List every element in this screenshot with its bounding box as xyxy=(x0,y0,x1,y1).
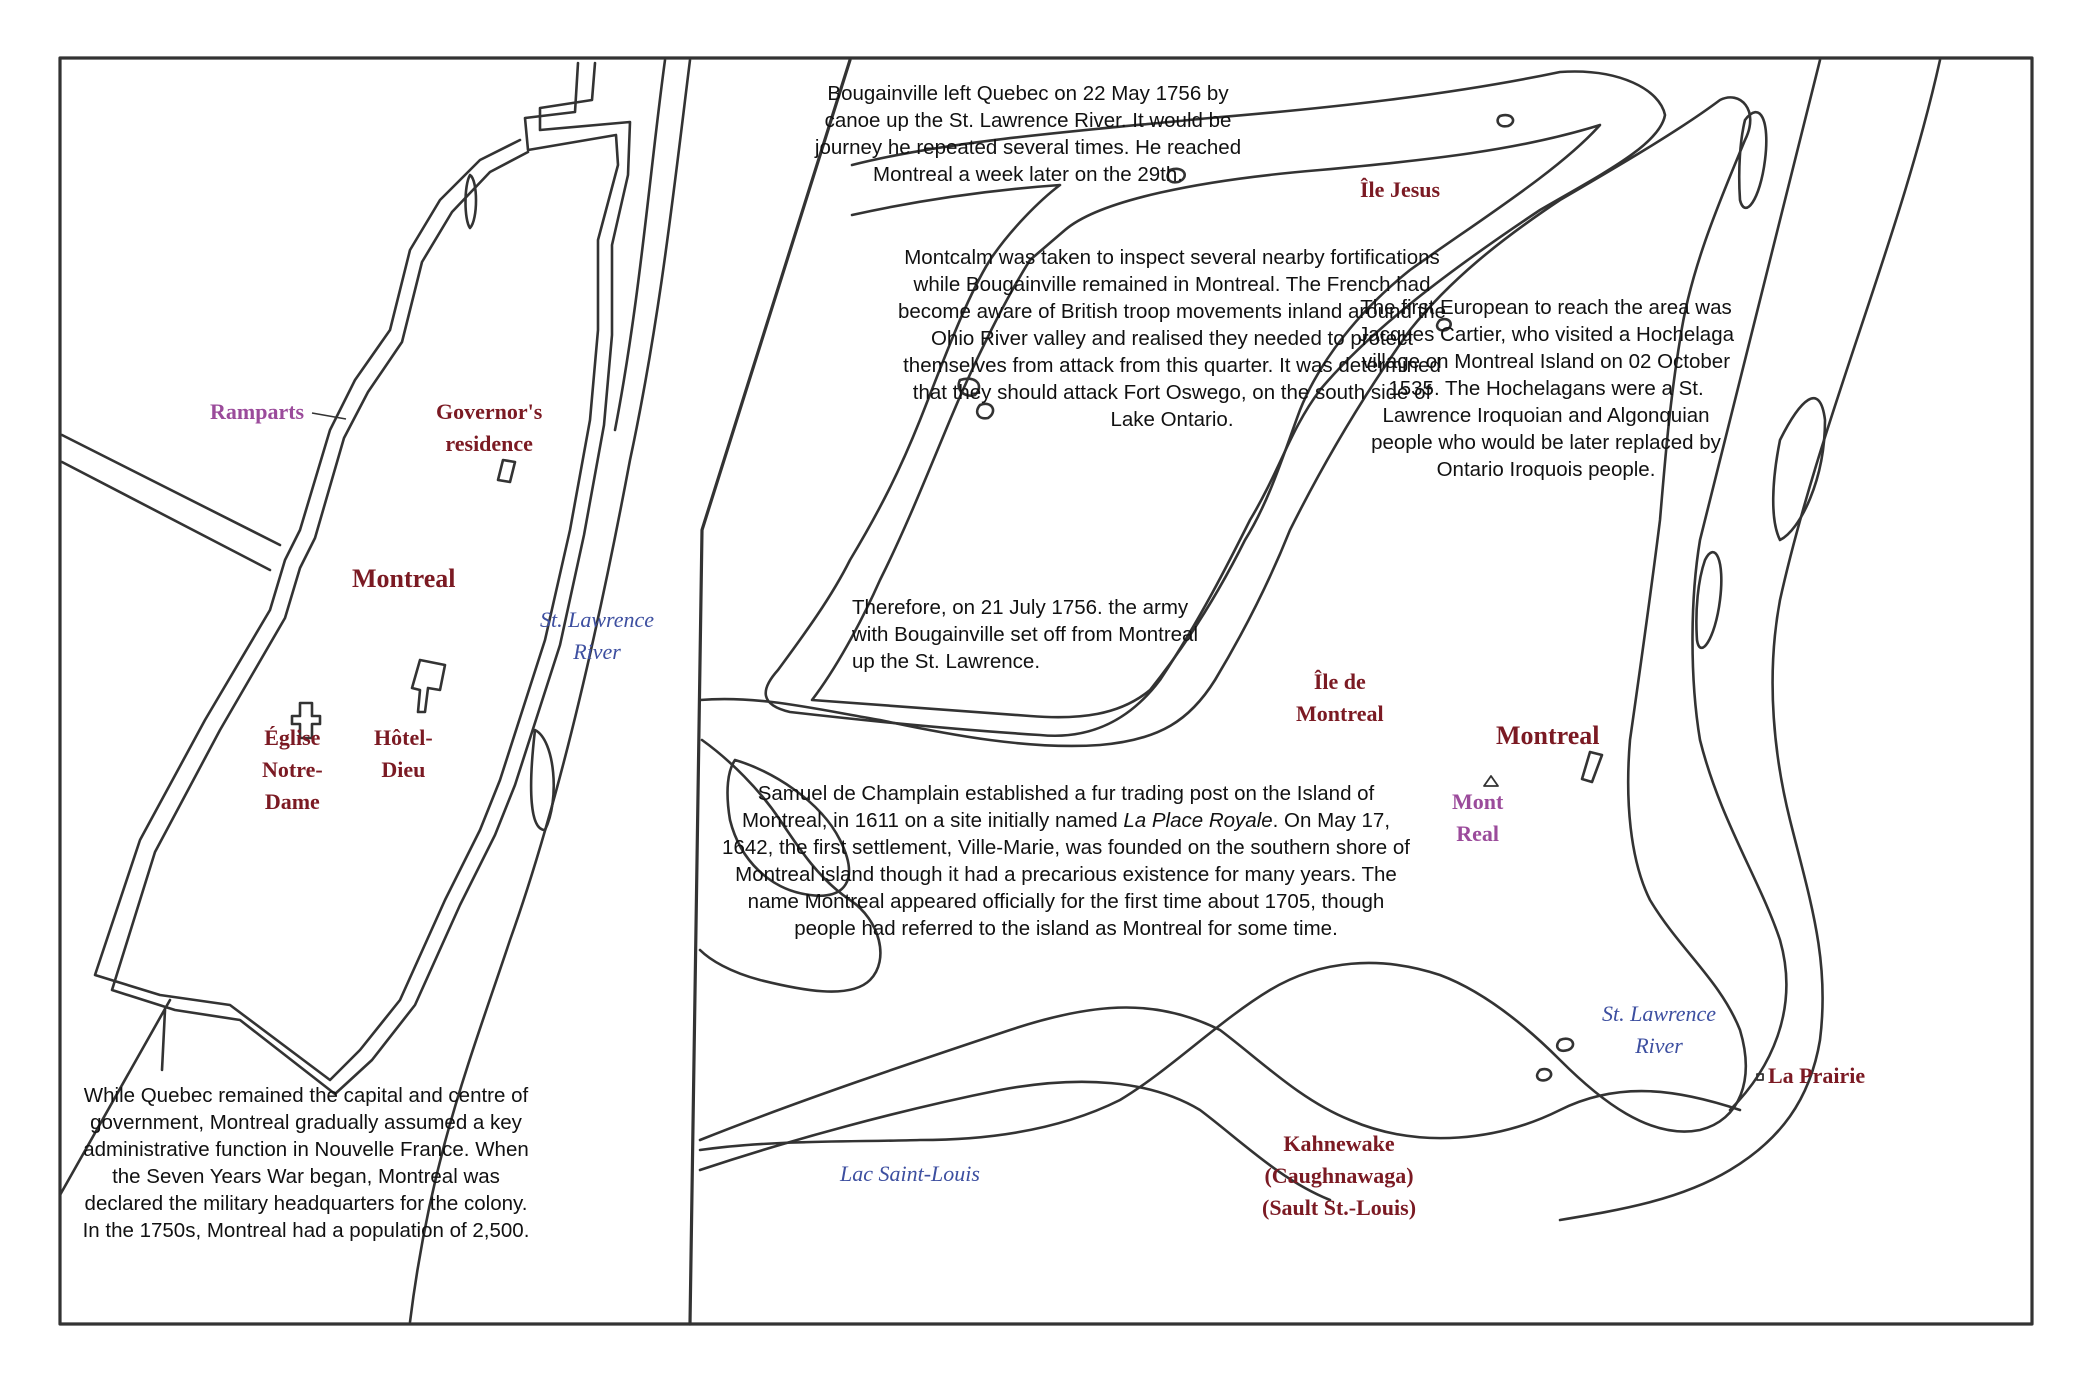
champlain-note-part-1: Samuel de Champlain established a fur trading post on the Island of Montreal, in 1611 on a site initially named xyxy=(741,782,1375,832)
islet-7 xyxy=(1537,1069,1551,1080)
ramparts-label: Ramparts xyxy=(210,399,305,424)
ile-de-montreal-label: Île de Montreal xyxy=(1296,669,1384,726)
east-island-3 xyxy=(1696,552,1721,648)
road-south-2 xyxy=(162,1010,165,1070)
montreal-town-label: Montreal xyxy=(352,564,456,593)
island-left-1 xyxy=(531,730,554,830)
la-prairie-label: La Prairie xyxy=(1768,1063,1866,1088)
montreal-town-marker xyxy=(1582,752,1602,782)
hotel-dieu-label: Hôtel- Dieu xyxy=(374,725,433,782)
mont-real-label: Mont Real xyxy=(1452,789,1504,846)
cartier-note: The first European to reach the area was Jacques Cartier, who visited a Hochelaga village on Montreal Island on 02 October 1535. The Hochelagans were a St. Lawrence Iroquoian and Algonquian people who would be later replaced by Ontario Iroquois people. xyxy=(1357,296,1735,481)
road-ramparts-2 xyxy=(62,462,270,570)
governors-residence-label: Governor's residence xyxy=(436,399,543,456)
south-shore xyxy=(700,1008,1740,1141)
lac-saint-louis-label: Lac Saint-Louis xyxy=(840,1161,980,1186)
island-left-2 xyxy=(466,175,477,228)
st-lawrence-river-label-right: St. Lawrence River xyxy=(1602,1001,1717,1058)
islet-6 xyxy=(1557,1039,1573,1051)
hotel-dieu-building xyxy=(412,660,445,712)
east-shore-a xyxy=(1693,60,1821,1110)
mont-real-marker xyxy=(1484,776,1498,786)
champlain-note-italic: La Place Royale xyxy=(1123,809,1273,832)
bougainville-note: Bougainville left Quebec on 22 May 1756 by canoe up the St. Lawrence River. It would be journey he repeated several times. He reached Montreal a week later on the 29th. xyxy=(814,82,1242,186)
montreal-label-right: Montreal xyxy=(1496,721,1600,750)
south-shore-lower xyxy=(700,1082,1330,1200)
champlain-note xyxy=(716,780,1416,942)
ile-jesus-label: Île Jesus xyxy=(1360,177,1441,202)
east-island-2 xyxy=(1739,112,1766,208)
east-island-1 xyxy=(1773,398,1825,540)
river-bank-left-b xyxy=(615,60,665,430)
champlain-note-part-2: . On May 17, 1642, the first settlement, Ville-Marie, was founded on the southern shore of Montreal island though it had a precarious existence for many years. The name Montreal appeared officially for the first time about 1705, though people had referred to the island as Montreal for some time. xyxy=(722,809,1410,940)
ramparts-leader xyxy=(310,405,350,425)
montcalm-note: Montcalm was taken to inspect several nearby fortifications while Bougainville remained in Montreal. The French had become aware of British troop movements inland around the Ohio River valley and realised they needed to protect themselves from attack from this quarter. It was determined that they should attack Fort Oswego, on the south side of Lake Ontario. xyxy=(897,246,1447,431)
eglise-notre-dame-label: Église Notre- Dame xyxy=(262,725,323,814)
road-ramparts-1 xyxy=(62,435,280,545)
islet-4 xyxy=(1498,115,1513,126)
capital-note: While Quebec remained the capital and centre of government, Montreal gradually assumed a key administrative function in Nouvelle France. When the Seven Years War began, Montreal was declared the military headquarters for the colony. In the 1750s, Montreal had a population of 2,500. xyxy=(82,1084,530,1242)
governors-building xyxy=(498,460,515,482)
st-lawrence-river-label-left: St. Lawrence River xyxy=(540,607,655,664)
la-prairie-marker xyxy=(1757,1074,1763,1080)
therefore-note: Therefore, on 21 July 1756. the army with Bougainville set off from Montreal up the St. Lawrence. xyxy=(852,596,1199,673)
kahnewake-label: Kahnewake (Caughnawaga) (Sault St.-Louis) xyxy=(1262,1131,1417,1220)
